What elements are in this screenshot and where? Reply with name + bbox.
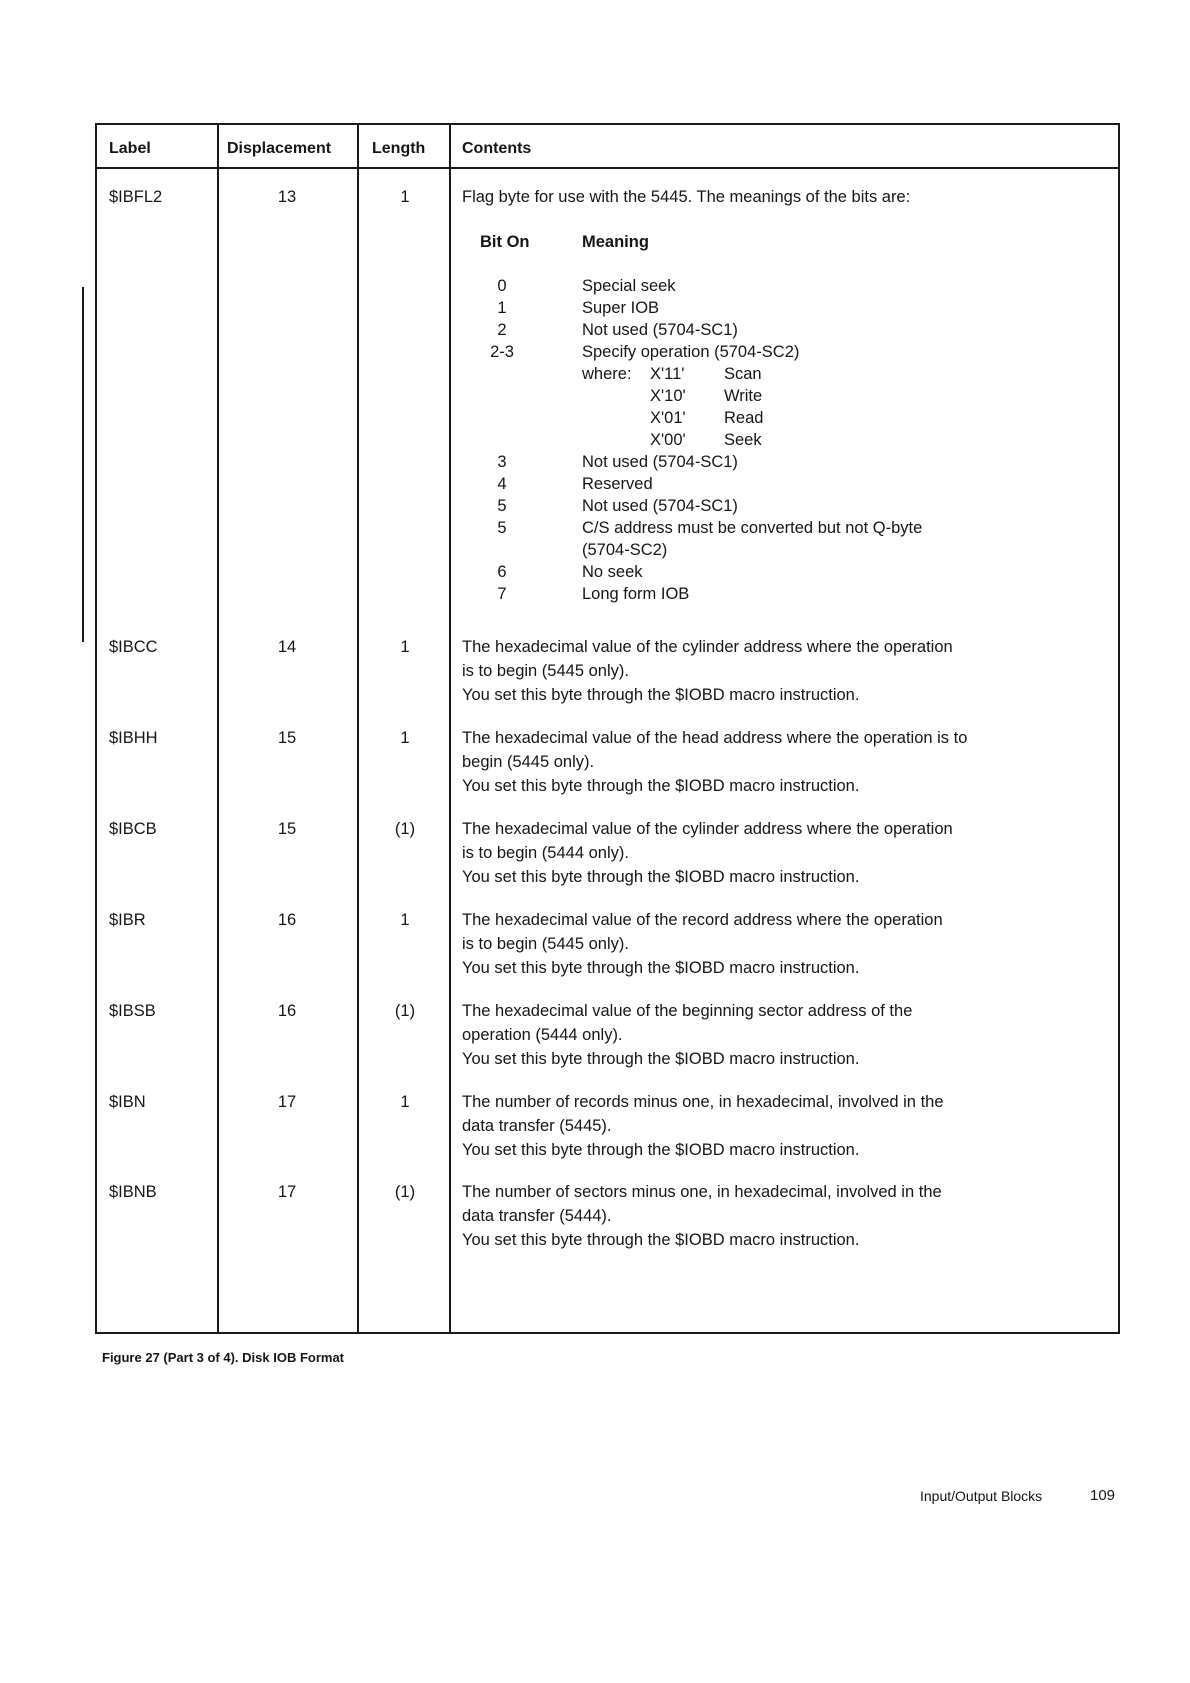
operation-row	[462, 409, 1102, 433]
bit-row	[462, 541, 1102, 565]
contents-line: You set this byte through the $IOBD macro instruction.	[462, 777, 860, 795]
column-divider	[449, 125, 451, 1332]
contents-line: You set this byte through the $IOBD macro instruction.	[462, 868, 860, 886]
bit-row	[462, 497, 1102, 521]
row-label: $IBCC	[109, 638, 158, 656]
bit-row	[462, 585, 1102, 609]
row-contents	[462, 635, 1102, 707]
bit-number: 6	[497, 563, 507, 581]
row-label: $IBSB	[109, 1002, 156, 1020]
row-contents	[462, 817, 1102, 889]
bit-row	[462, 519, 1102, 543]
contents-line: The number of records minus one, in hexadecimal, involved in the	[462, 1093, 944, 1111]
contents-line: The hexadecimal value of the cylinder address where the operation	[462, 638, 953, 656]
bit-meaning: Special seek	[582, 277, 676, 295]
row-length: (1)	[394, 1183, 416, 1201]
revision-bar	[82, 287, 84, 642]
bit-row	[462, 563, 1102, 587]
bit-number: 0	[497, 277, 507, 295]
figure-caption: Figure 27 (Part 3 of 4). Disk IOB Format	[102, 1350, 344, 1365]
row-length: (1)	[394, 820, 416, 838]
row-label: $IBN	[109, 1093, 146, 1111]
header-displacement: Displacement	[227, 140, 332, 157]
bit-number: 5	[497, 519, 507, 537]
operation-name: Read	[724, 409, 764, 427]
contents-line: You set this byte through the $IOBD macro instruction.	[462, 959, 860, 977]
row-label: $IBCB	[109, 820, 157, 838]
bit-row	[462, 321, 1102, 345]
row-length: 1	[400, 638, 410, 656]
header-label: Label	[109, 140, 151, 157]
header-divider	[97, 167, 1118, 169]
contents-line: data transfer (5444).	[462, 1207, 612, 1225]
bit-meaning: Long form IOB	[582, 585, 690, 603]
row-length: (1)	[394, 1002, 416, 1020]
bit-row	[462, 475, 1102, 499]
row-displacement: 17	[277, 1093, 297, 1111]
row-length: 1	[400, 1093, 410, 1111]
row-label: $IBHH	[109, 729, 158, 747]
flag-intro: Flag byte for use with the 5445. The meanings of the bits are:	[462, 188, 911, 206]
operation-row	[462, 365, 1102, 389]
meaning-header: Meaning	[582, 233, 649, 251]
row-label: $IBR	[109, 911, 146, 929]
contents-line: You set this byte through the $IOBD macro instruction.	[462, 1141, 860, 1159]
bit-number: 2	[497, 321, 507, 339]
contents-line: The hexadecimal value of the head address where the operation is to	[462, 729, 968, 747]
running-footer-title: Input/Output Blocks	[920, 1488, 1043, 1504]
bit-meaning: Super IOB	[582, 299, 660, 317]
operation-name: Write	[724, 387, 763, 405]
bit-number: 3	[497, 453, 507, 471]
row-displacement: 17	[277, 1183, 297, 1201]
row-displacement: 15	[277, 820, 297, 838]
contents-line: operation (5444 only).	[462, 1026, 623, 1044]
bit-meaning: C/S address must be converted but not Q-byte	[582, 519, 923, 537]
row-label: $IBFL2	[109, 188, 163, 206]
row-length: 1	[400, 911, 410, 929]
contents-line: You set this byte through the $IOBD macro instruction.	[462, 1050, 860, 1068]
bit-meaning-continued: (5704-SC2)	[582, 541, 668, 559]
header-contents: Contents	[462, 140, 532, 157]
contents-line: The number of sectors minus one, in hexadecimal, involved in the	[462, 1183, 942, 1201]
contents-line: begin (5445 only).	[462, 753, 595, 771]
header-length: Length	[372, 140, 426, 157]
row-contents	[462, 1090, 1102, 1162]
operation-code: X'00'	[650, 431, 686, 449]
contents-line: The hexadecimal value of the record address where the operation	[462, 911, 943, 929]
bit-row	[462, 343, 1102, 367]
bit-meaning: Reserved	[582, 475, 653, 493]
bit-meaning: Not used (5704-SC1)	[582, 321, 738, 339]
operation-name: Seek	[724, 431, 762, 449]
bit-meaning: Not used (5704-SC1)	[582, 497, 738, 515]
operation-row	[462, 431, 1102, 455]
where-label: where:	[582, 365, 632, 383]
row-length: 1	[400, 188, 410, 206]
bit-row	[462, 453, 1102, 477]
bit-meaning: Not used (5704-SC1)	[582, 453, 738, 471]
contents-line: The hexadecimal value of the cylinder address where the operation	[462, 820, 953, 838]
operation-row	[462, 387, 1102, 411]
row-contents	[462, 908, 1102, 980]
row-label: $IBNB	[109, 1183, 157, 1201]
contents-line: The hexadecimal value of the beginning sector address of the	[462, 1002, 913, 1020]
row-contents	[462, 1180, 1102, 1252]
iob-format-table	[95, 123, 1120, 1334]
row-displacement: 15	[277, 729, 297, 747]
bit-number: 1	[497, 299, 507, 317]
bit-row	[462, 299, 1102, 323]
bit-number: 4	[497, 475, 507, 493]
bit-meaning: No seek	[582, 563, 643, 581]
row-displacement: 13	[277, 188, 297, 206]
operation-code: X'11'	[650, 365, 685, 383]
row-length: 1	[400, 729, 410, 747]
operation-name: Scan	[724, 365, 762, 383]
bit-on-header: Bit On	[480, 233, 530, 251]
row-contents	[462, 726, 1102, 798]
bit-meaning: Specify operation (5704-SC2)	[582, 343, 800, 361]
bit-number: 7	[497, 585, 507, 603]
contents-line: is to begin (5445 only).	[462, 662, 629, 680]
bit-row	[462, 277, 1102, 301]
contents-line: You set this byte through the $IOBD macro instruction.	[462, 1231, 860, 1249]
contents-line: data transfer (5445).	[462, 1117, 612, 1135]
operation-code: X'10'	[650, 387, 686, 405]
contents-line: is to begin (5444 only).	[462, 844, 629, 862]
page-number: 109	[1090, 1487, 1116, 1504]
row-contents	[462, 999, 1102, 1071]
operation-code: X'01'	[650, 409, 686, 427]
row-displacement: 16	[277, 911, 297, 929]
row-displacement: 14	[277, 638, 297, 656]
contents-line: You set this byte through the $IOBD macro instruction.	[462, 686, 860, 704]
bit-number: 5	[497, 497, 507, 515]
column-divider	[357, 125, 359, 1332]
bit-number: 2-3	[490, 343, 514, 361]
row-displacement: 16	[277, 1002, 297, 1020]
contents-line: is to begin (5445 only).	[462, 935, 629, 953]
